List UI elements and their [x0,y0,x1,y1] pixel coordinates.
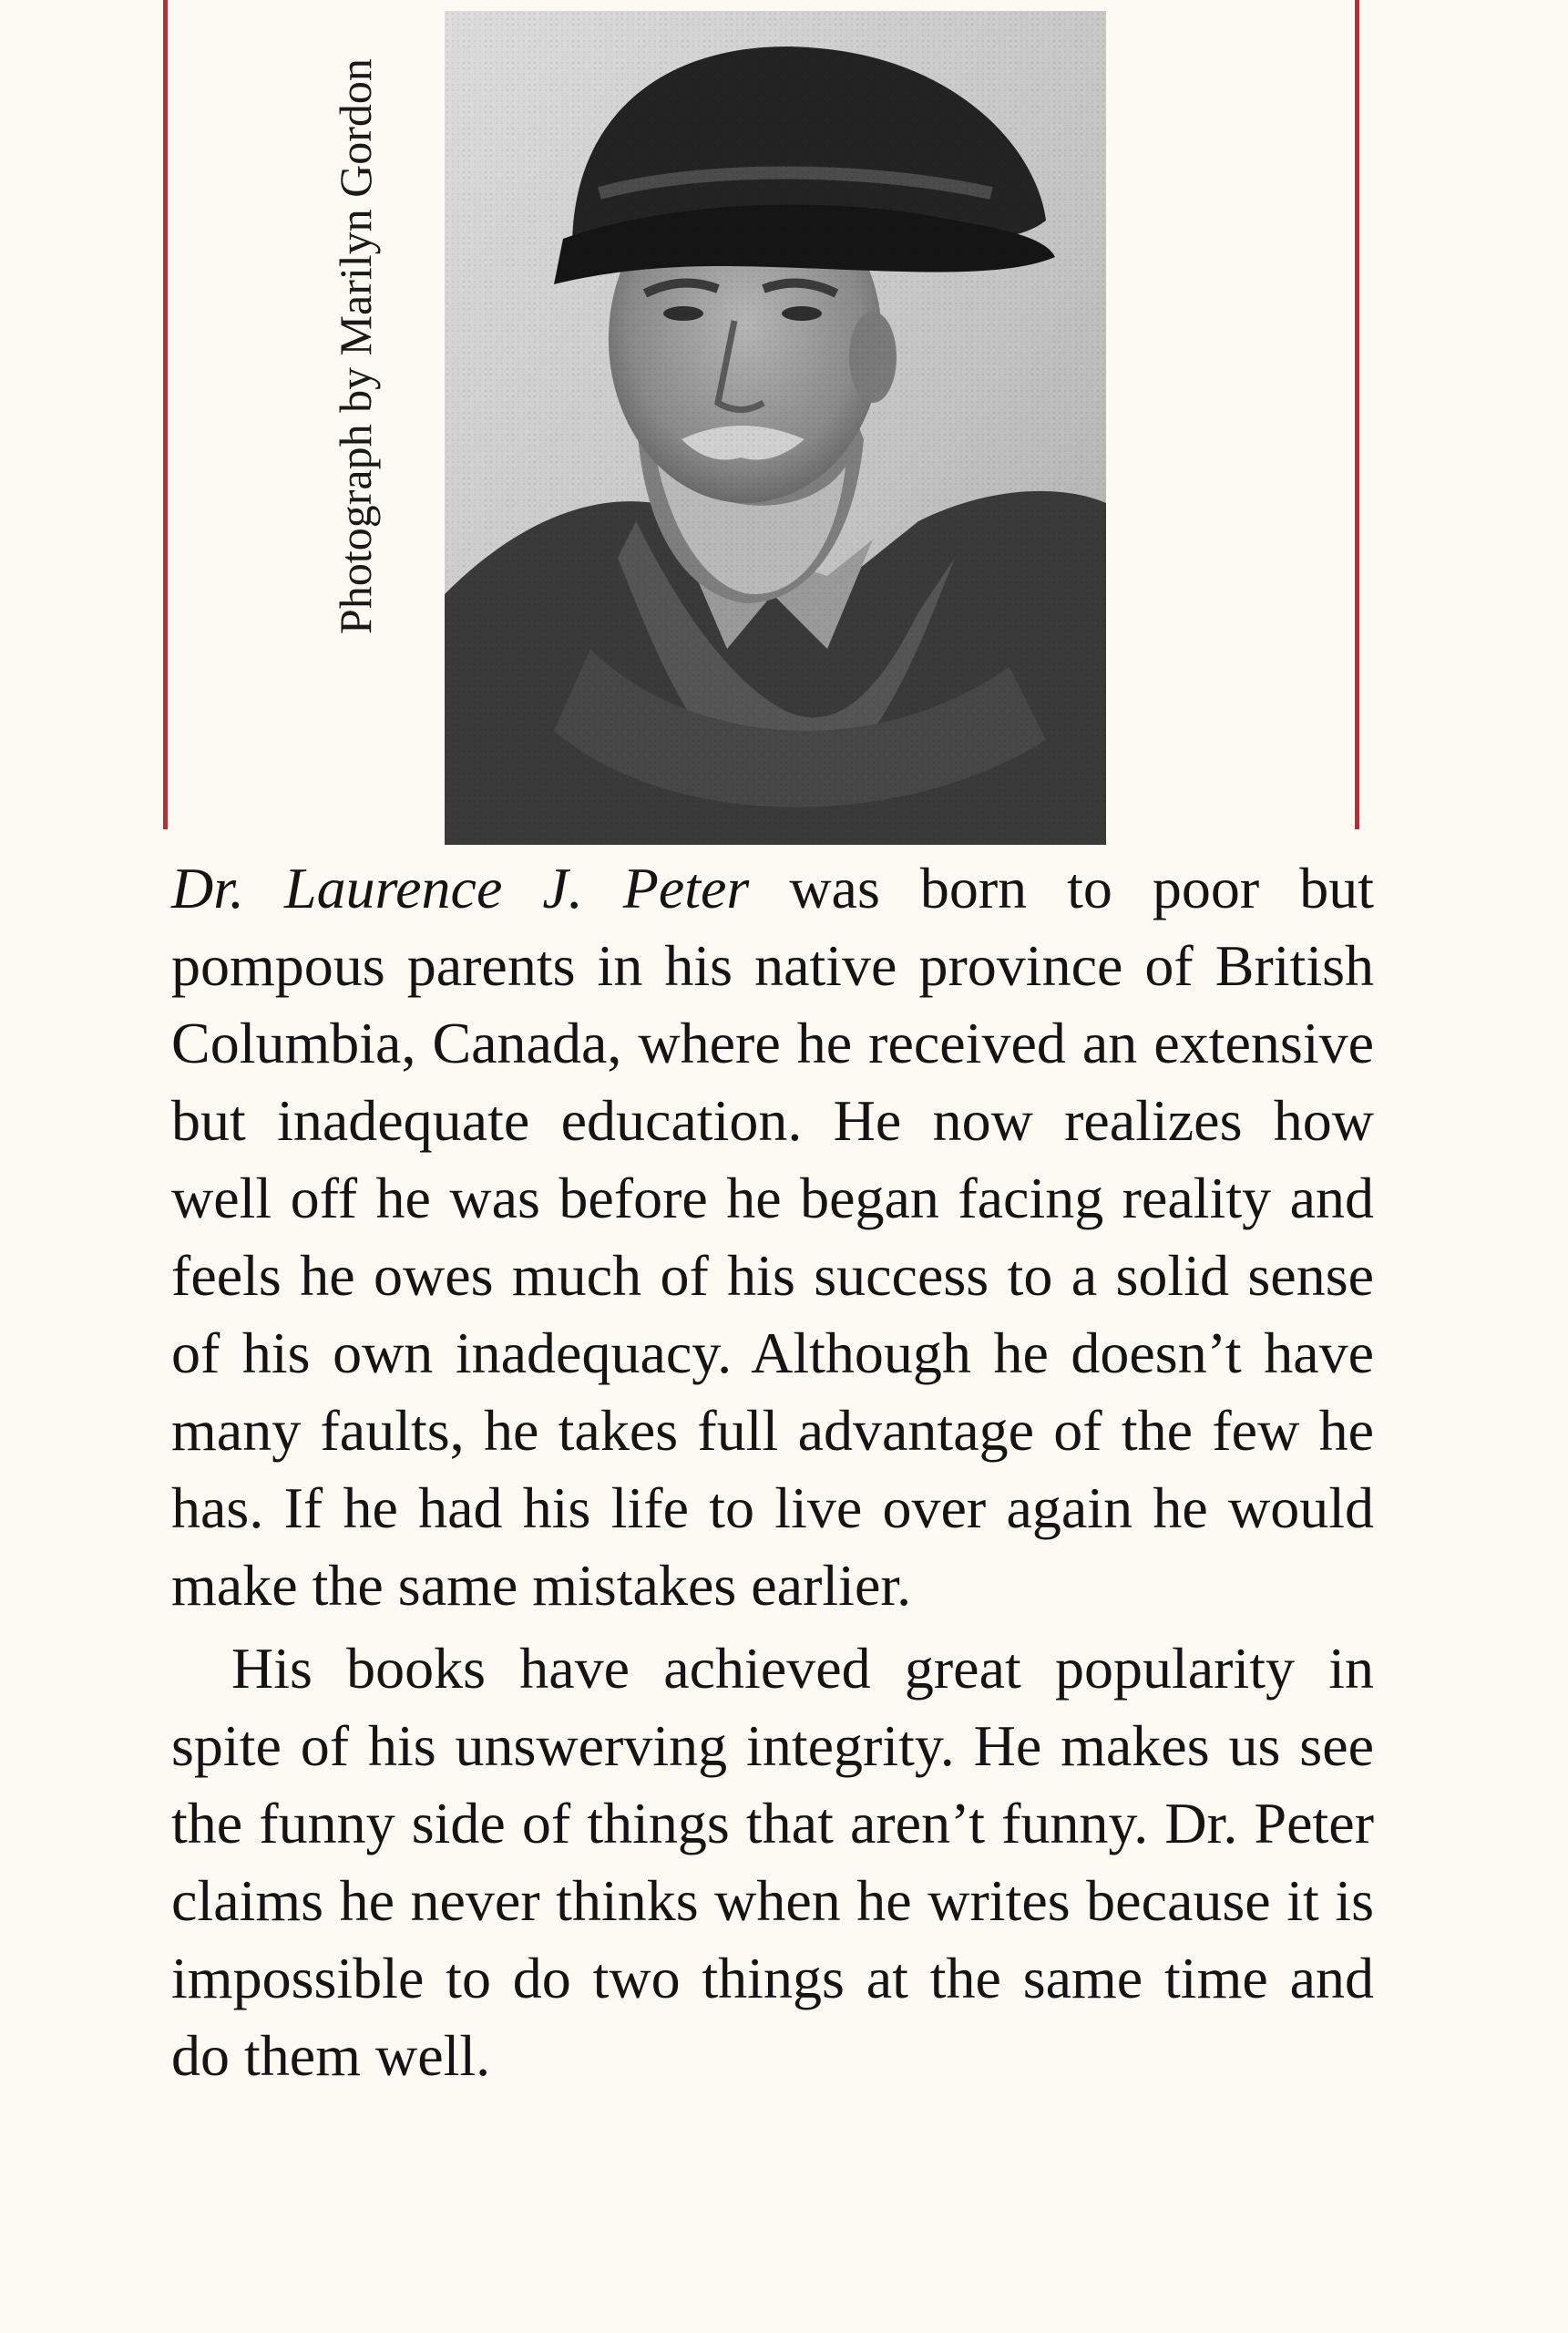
author-portrait-photo [445,11,1106,845]
left-red-rule [163,0,168,829]
right-red-rule [1355,0,1359,829]
author-name: Dr. Laurence J. Peter [171,856,750,920]
bio-paragraph-2: His books have achieved great popularity in spite of his unswerving integrity. He makes us see the funny side of things that aren’t funny. Dr. Peter claims he never thinks when he writes because it is impossible to do two things at the same time and do them well. [171,1636,1374,2088]
bio-paragraph-1 [171,849,1374,1624]
bio-paragraph-1-text: was born to poor but pompous parents in his native province of British Columbia, Canada, where he received an extensive but inadequate education. He now realizes how well off he was before he began facing reality and feels he owes much of his success to a solid sense of his own inadequacy. Although he doesn’t have many faults, he takes full advantage of the few he has. If he had his life to live over again he would make the same mistakes earlier. [171,856,1375,1618]
author-bio [171,849,1374,2094]
author-photo [445,11,1106,845]
photo-credit: Photograph by Marilyn Gordon [330,58,381,634]
